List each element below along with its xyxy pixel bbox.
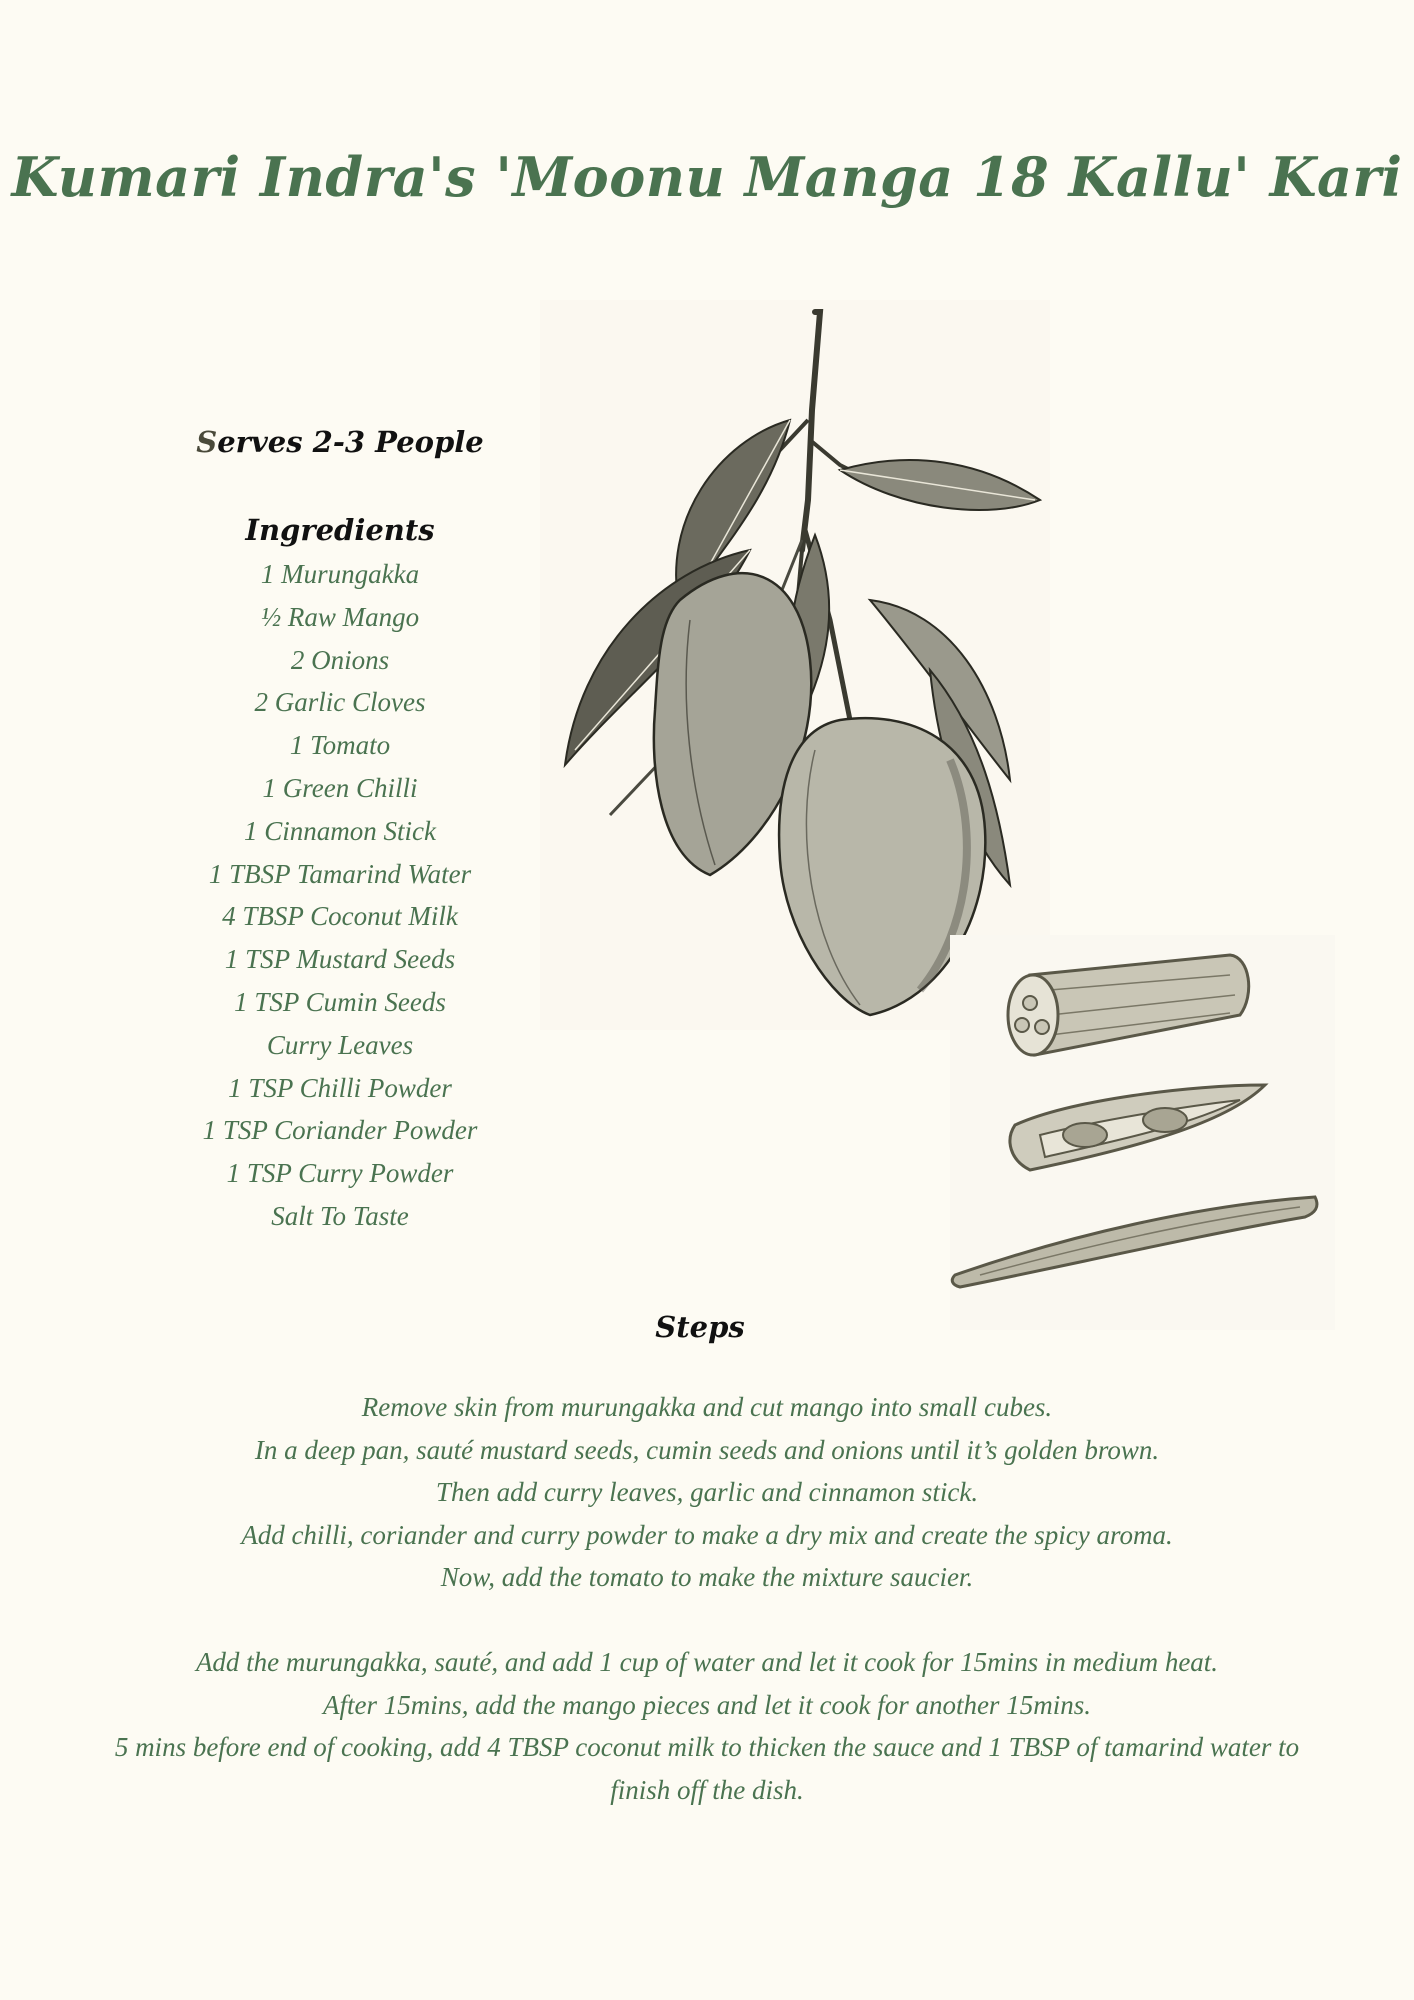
ingredient-item: 1 Murungakka	[260, 559, 420, 589]
step-line: finish off the dish.	[610, 1774, 804, 1805]
step-line: Add chilli, coriander and curry powder to make a dry mix and create the spicy aroma.	[241, 1519, 1173, 1550]
serves-text: erves 2-3 People	[217, 425, 484, 459]
recipe-title: Kumari Indra's 'Moonu Manga 18 Kallu' Kari	[11, 145, 1403, 209]
step-line: 5 mins before end of cooking, add 4 TBSP coconut milk to thicken the sauce and 1 TBSP of tamarind water to	[114, 1732, 1300, 1762]
steps-heading: Steps	[655, 1310, 745, 1344]
ingredient-item: 2 Garlic Cloves	[254, 687, 426, 718]
steps-group-2	[10, 1641, 1404, 1811]
ingredient-item: 1 TSP Cumin Seeds	[234, 986, 446, 1017]
ingredient-item: 1 Green Chilli	[262, 772, 418, 803]
ingredient-item: Salt To Taste	[271, 1200, 409, 1231]
ingredient-item: ½ Raw Mango	[260, 601, 420, 632]
ingredient-item: 1 TBSP Tamarind Water	[208, 858, 472, 889]
step-line: Add the murungakka, sauté, and add 1 cup of water and let it cook for 15mins in medium heat.	[195, 1647, 1219, 1677]
step-line: Now, add the tomato to make the mixture saucier.	[440, 1562, 974, 1592]
ingredients-list	[140, 553, 540, 1238]
serves-label	[140, 425, 540, 459]
step-line: Then add curry leaves, garlic and cinnamon stick.	[435, 1477, 979, 1507]
ingredient-item: Curry Leaves	[266, 1029, 414, 1060]
steps-section	[10, 1386, 1404, 1811]
drumstick-seed	[1063, 1123, 1107, 1147]
serves-initial: S	[196, 425, 218, 459]
ingredients-column	[140, 425, 540, 1238]
ingredient-item: 1 TSP Chilli Powder	[228, 1072, 452, 1103]
step-line: After 15mins, add the mango pieces and let it cook for another 15mins.	[323, 1689, 1091, 1720]
ingredients-heading: Ingredients	[245, 513, 435, 547]
step-line: In a deep pan, sauté mustard seeds, cumin seeds and onions until it’s golden brown.	[254, 1434, 1160, 1465]
ingredient-item: 4 TBSP Coconut Milk	[222, 901, 458, 932]
ingredient-item: 1 Cinnamon Stick	[244, 815, 436, 846]
drumstick-illustration	[950, 935, 1335, 1330]
ingredient-item: 1 TSP Curry Powder	[226, 1158, 454, 1189]
steps-group-1	[10, 1386, 1404, 1599]
ingredient-item: 1 TSP Mustard Seeds	[224, 944, 456, 975]
ingredient-item: 1 Tomato	[289, 730, 391, 761]
step-line: Remove skin from murungakka and cut mango into small cubes.	[361, 1392, 1053, 1422]
drumstick-cross-section	[1008, 975, 1058, 1055]
ingredient-item: 1 TSP Coriander Powder	[202, 1115, 478, 1146]
mango-branch-illustration	[540, 300, 1050, 1030]
drumstick-seed	[1143, 1108, 1187, 1132]
ingredient-item: 2 Onions	[290, 644, 390, 675]
